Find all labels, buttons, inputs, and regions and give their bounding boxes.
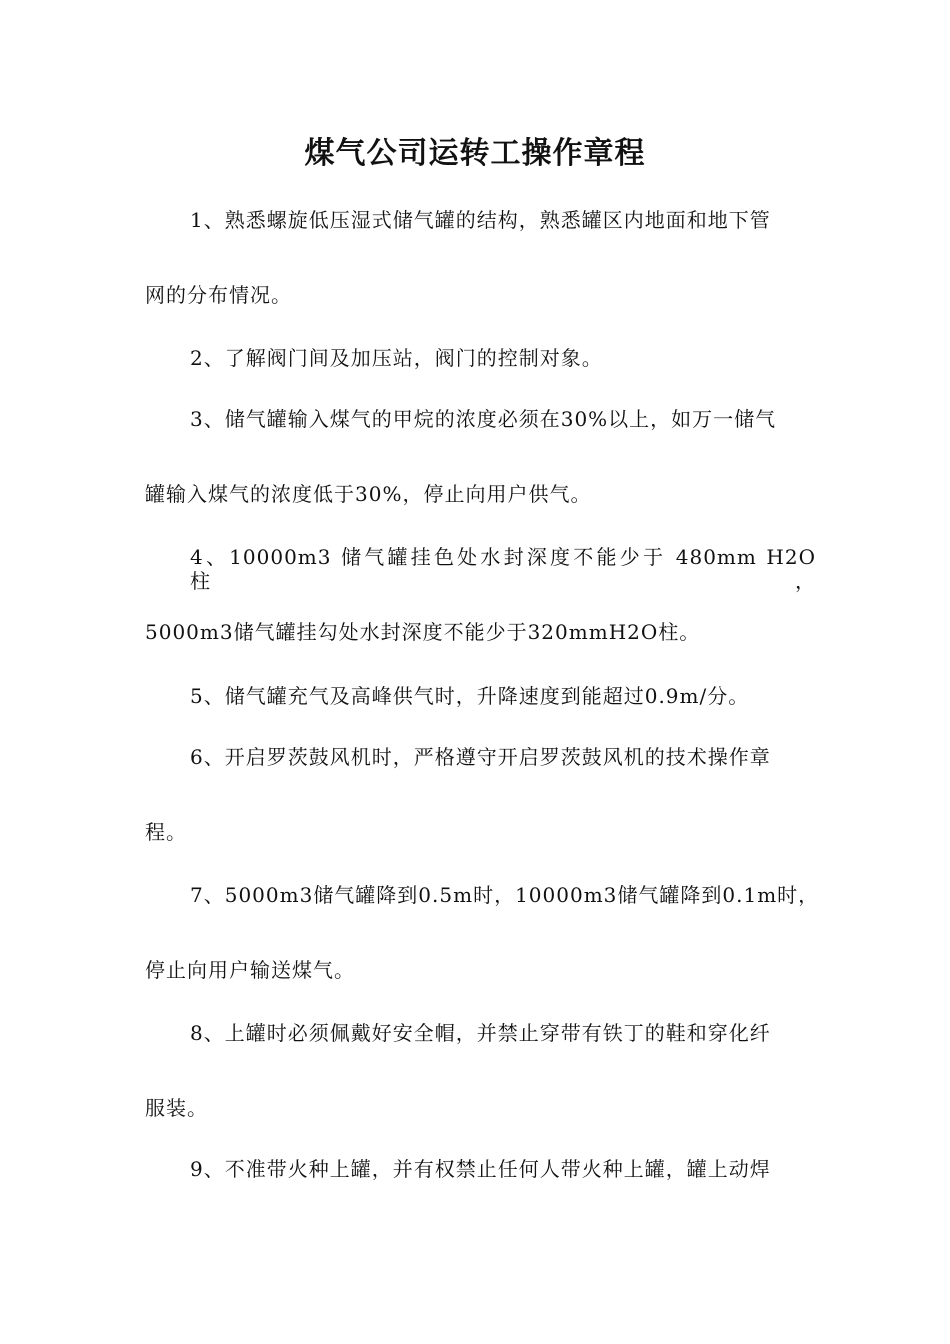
paragraph-line: 4、10000m3 储气罐挂色处水封深度不能少于 480mm H2O 柱， (190, 545, 816, 593)
paragraph-line: 5000m3储气罐挂勾处水封深度不能少于320mmH2O柱。 (145, 620, 701, 644)
paragraph-line: 1、熟悉螺旋低压湿式储气罐的结构，熟悉罐区内地面和地下管 (190, 208, 771, 232)
paragraph-line: 3、储气罐输入煤气的甲烷的浓度必须在30%以上，如万一储气 (190, 407, 777, 431)
paragraph-line: 程。 (145, 820, 187, 844)
paragraph-line: 8、上罐时必须佩戴好安全帽，并禁止穿带有铁丁的鞋和穿化纤 (190, 1021, 771, 1045)
paragraph-line: 5、储气罐充气及高峰供气时，升降速度到能超过0.9m/分。 (190, 684, 750, 708)
paragraph-line: 服装。 (145, 1096, 208, 1120)
paragraph-line: 7、5000m3储气罐降到0.5m时，10000m3储气罐降到0.1m时， (190, 883, 820, 907)
paragraph-line: 9、不准带火种上罐，并有权禁止任何人带火种上罐，罐上动焊 (190, 1157, 771, 1181)
paragraph-line: 网的分布情况。 (145, 283, 292, 307)
paragraph-line: 罐输入煤气的浓度低于30%，停止向用户供气。 (145, 482, 592, 506)
paragraph-line: 2、了解阀门间及加压站，阀门的控制对象。 (190, 346, 603, 370)
paragraph-line: 6、开启罗茨鼓风机时，严格遵守开启罗茨鼓风机的技术操作章 (190, 745, 771, 769)
paragraph-line: 停止向用户输送煤气。 (145, 958, 355, 982)
document-title: 煤气公司运转工操作章程 (304, 136, 646, 171)
